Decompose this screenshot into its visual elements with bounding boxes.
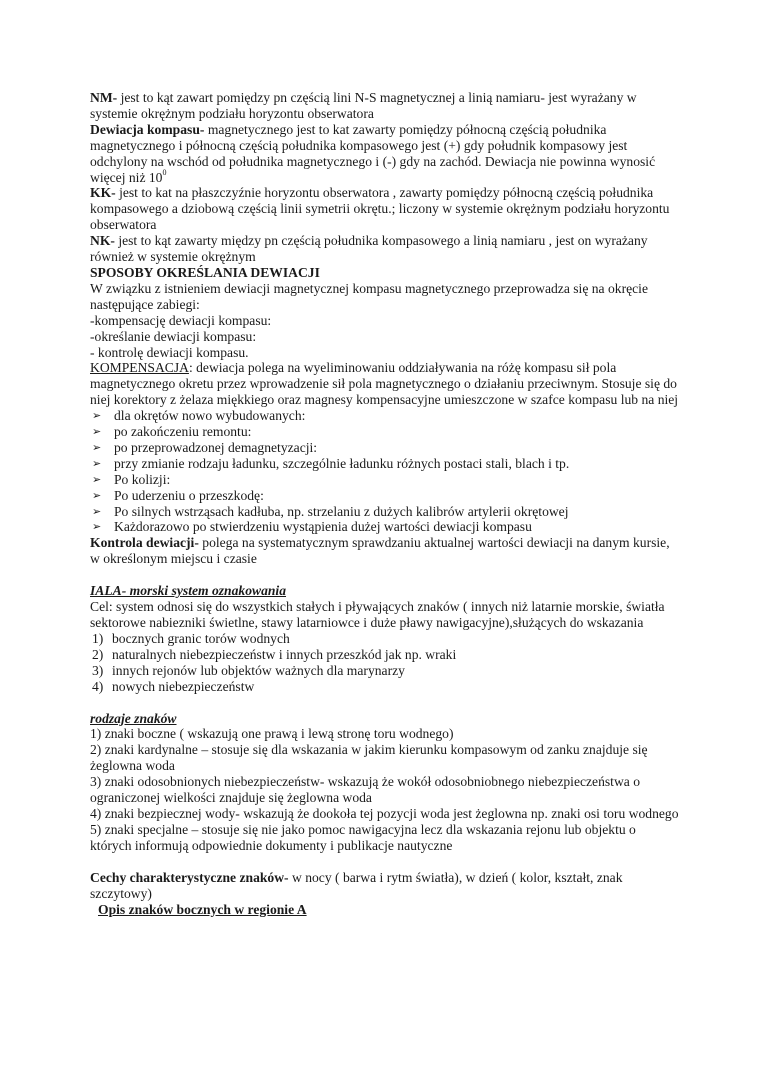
characteristics-text: w nocy ( barwa i rytm światła), w dzień ( kolor, kształt, znak szczytowy) <box>90 869 623 901</box>
arrow-bullet-icon: ➢ <box>92 488 102 502</box>
nk-term: NK- <box>90 233 115 249</box>
list-item: ➢ przy zmianie rodzaju ładunku, szczególnie ładunku różnych postaci stali, blach i tp. <box>92 455 570 471</box>
iala-goal-paragraph: Cel: system odnosi się do wszystkich stałych i pływających znaków ( innych niż latarnie morskie, światła sektorowe nabiezniki świetlne, stawy latarniowce i duże pławy nawigacyjne),służących do wskazania <box>90 599 665 630</box>
list-item: 4) znaki bezpiecznej wody- wskazują że dookoła tej pozycji woda jest żeglowna np. znaki osi toru wodnego <box>90 805 679 821</box>
compensation-text: : dewiacja polega na wyeliminowaniu oddziaływania na różę kompasu sił pola magnetycznego okretu przez wprowadzenie sił pola magnetycznego o działaniu przeciwnym. Stosuje się do niej korektory z żelaza miękkiego oraz magnesy kompensacyjne umieszczone w szafce kompasu lub na niej <box>90 360 679 408</box>
list-item: ➢ dla okrętów nowo wybudowanych: <box>92 408 306 424</box>
section-heading-iala: IALA- morski system oznakowania <box>90 583 287 599</box>
nm-term: NM- <box>90 90 118 105</box>
nk-paragraph <box>90 233 680 265</box>
arrow-bullet-icon: ➢ <box>92 472 102 486</box>
list-item: 3) innych rejonów lub objektów ważnych dla marynarzy <box>92 662 405 678</box>
deviation-text: magnetycznego jest to kat zawarty pomiędzy północną częścią południka magnetycznego i północną częścią południka kompasowego jest (+) gdy południk kompasowy jest odchylony na wschód od południka magnetycznego i (-) gdy na zachód. Dewiacja nie powinna wynosić więcej niż 10 <box>90 121 656 185</box>
list-item: ➢ Po uderzeniu o przeszkodę: <box>92 487 264 503</box>
list-item: ➢ Po silnych wstrząsach kadłuba, np. strzelaniu z dużych kalibrów artylerii okrętowej <box>92 503 569 519</box>
section-heading-sign-types: rodzaje znaków <box>90 710 177 726</box>
iala-purpose-list <box>90 631 680 695</box>
list-item: 4) nowych niebezpieczeństw <box>92 678 255 694</box>
arrow-bullet-icon: ➢ <box>92 456 102 470</box>
deviation-term: Dewiacja kompasu- <box>90 121 205 137</box>
control-paragraph <box>90 535 680 567</box>
list-item: ➢ po zakończeniu remontu: <box>92 424 252 440</box>
list-item: 2) naturalnych niebezpieczeństw i innych przeszkód jak np. wraki <box>92 646 457 662</box>
list-item: 5) znaki specjalne – stosuje się nie jako pomoc nawigacyjna lecz dla wskazania rejonu lub objektu o których informują odpowiednie dokumenty i publikacje nautyczne <box>90 821 636 853</box>
list-item: 1) znaki boczne ( wskazują one prawą i lewą stronę toru wodnego) <box>90 726 454 742</box>
dash-item: -kompensację dewiacji kompasu: <box>90 312 272 328</box>
characteristics-paragraph <box>90 870 680 902</box>
list-item: ➢ Po kolizji: <box>92 471 171 487</box>
list-item: 1) bocznych granic torów wodnych <box>92 630 290 646</box>
arrow-bullet-icon: ➢ <box>92 409 102 423</box>
arrow-bullet-icon: ➢ <box>92 425 102 439</box>
characteristics-term: Cechy charakterystyczne znaków- <box>90 869 289 885</box>
intro-paragraph: W związku z istnieniem dewiacji magnetycznej kompasu magnetycznego przeprowadza się na okręcie następujące zabiegi: <box>90 280 648 312</box>
compensation-cases-list <box>90 408 680 535</box>
compensation-paragraph <box>90 360 680 408</box>
list-item: ➢ po przeprowadzonej demagnetyzacji: <box>92 439 318 455</box>
nm-paragraph <box>90 90 680 122</box>
document-page <box>90 90 680 917</box>
list-item: 2) znaki kardynalne – stosuje się dla wskazania w jakim kierunku kompasowym od zanku znajduje się żeglowna woda <box>90 742 648 774</box>
compensation-term: KOMPENSACJA <box>90 360 189 376</box>
nm-text: jest to kąt zawart pomiędzy pn częścią lini N-S magnetycznej a linią namiaru- jest wyrażany w systemie okrężnym podziału horyzontu obserwatora <box>90 90 637 121</box>
dash-item: -określanie dewiacji kompasu: <box>90 328 257 344</box>
list-item: 3) znaki odosobnionych niebezpieczeństw- wskazują że wokół odosobniobnego niebezpieczeństwa o ograniczonej wielkości znajduje się żeglowna woda <box>90 774 640 806</box>
section-heading-lateral-signs: Opis znaków bocznych w regionie A <box>98 901 307 917</box>
arrow-bullet-icon: ➢ <box>92 440 102 454</box>
deviation-paragraph <box>90 122 680 186</box>
control-text: polega na systematycznym sprawdzaniu aktualnej wartości dewiacji na danym kursie, w określonym miejscu i czasie <box>90 535 670 567</box>
arrow-bullet-icon: ➢ <box>92 504 102 518</box>
arrow-bullet-icon: ➢ <box>92 520 102 534</box>
list-item: ➢ Każdorazowo po stwierdzeniu wystąpienia dużej wartości dewiacji kompasu <box>92 519 532 535</box>
dash-item: - kontrolę dewiacji kompasu. <box>90 344 249 360</box>
kk-term: KK- <box>90 185 116 201</box>
control-term: Kontrola dewiacji- <box>90 535 199 551</box>
section-heading-deviation: SPOSOBY OKREŚLANIA DEWIACJI <box>90 264 320 280</box>
kk-text: jest to kat na płaszczyźnie horyzontu obserwatora , zawarty pomiędzy północną częścią południka kompasowego a dziobową częścią linii symetrii okrętu.; liczony w systemie okrężnym podziału horyzontu obserwatora <box>90 185 670 233</box>
kk-paragraph <box>90 185 680 233</box>
degree-superscript: 0 <box>162 167 167 177</box>
nk-text: jest to kąt zawarty między pn częścią południka kompasowego a linią namiaru , jest on wyrażany również w systemie okrężnym <box>90 233 648 265</box>
